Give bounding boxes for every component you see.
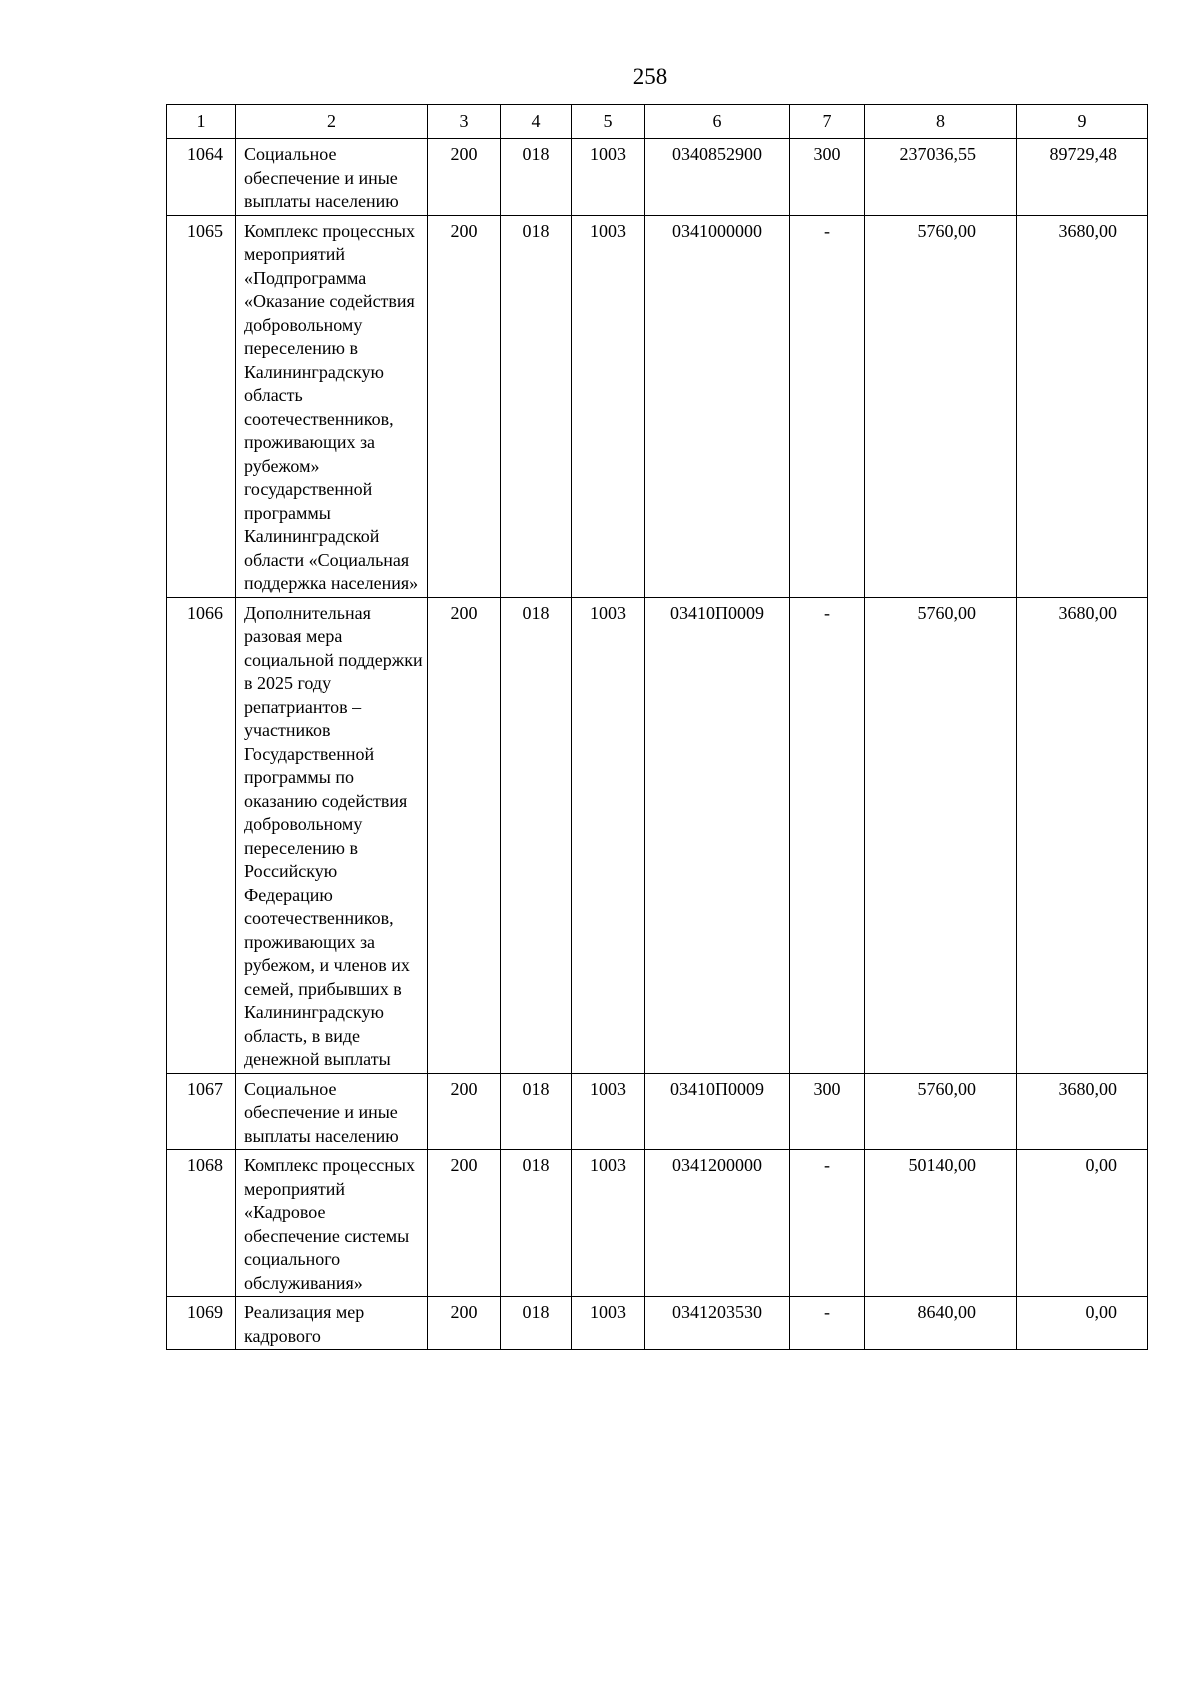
header-cell-3: 3 [428, 105, 501, 139]
row-col4-cell: 018 [501, 215, 572, 597]
row-name-cell: Реализация мер кадрового [236, 1297, 428, 1350]
row-col9-cell: 0,00 [1017, 1150, 1148, 1297]
row-col8-cell: 5760,00 [865, 597, 1017, 1073]
row-col4-cell: 018 [501, 1073, 572, 1150]
row-name-cell: Дополнительная разовая мера социальной поддержки в 2025 году репатриантов – участников Государственной программы по оказанию содействия добровольному переселению в Российскую Федерацию соотечественников, проживающих за рубежом, и членов их семей, прибывших в Калининградскую область, в виде денежной выплаты [236, 597, 428, 1073]
row-col7-cell: - [790, 215, 865, 597]
row-col7-cell: - [790, 1297, 865, 1350]
row-name-cell: Социальное обеспечение и иные выплаты населению [236, 1073, 428, 1150]
row-col4-cell: 018 [501, 1297, 572, 1350]
row-col7-cell: - [790, 597, 865, 1073]
header-cell-4: 4 [501, 105, 572, 139]
header-cell-9: 9 [1017, 105, 1148, 139]
row-col9-cell: 0,00 [1017, 1297, 1148, 1350]
row-col5-cell: 1003 [572, 139, 645, 216]
row-col4-cell: 018 [501, 597, 572, 1073]
page-number: 258 [632, 64, 668, 89]
row-col6-cell: 0341000000 [645, 215, 790, 597]
row-col3-cell: 200 [428, 1150, 501, 1297]
table-row [167, 139, 1148, 216]
row-col3-cell: 200 [428, 1073, 501, 1150]
row-col6-cell: 0340852900 [645, 139, 790, 216]
row-col6-cell: 0341203530 [645, 1297, 790, 1350]
row-col6-cell: 03410П0009 [645, 1073, 790, 1150]
row-col9-cell: 3680,00 [1017, 215, 1148, 597]
row-col5-cell: 1003 [572, 1150, 645, 1297]
row-col9-cell: 89729,48 [1017, 139, 1148, 216]
table-row [167, 215, 1148, 597]
row-col7-cell: 300 [790, 1073, 865, 1150]
row-col4-cell: 018 [501, 139, 572, 216]
row-name-cell: Комплекс процессных мероприятий «Кадровое обеспечение системы социального обслуживания» [236, 1150, 428, 1297]
row-col8-cell: 8640,00 [865, 1297, 1017, 1350]
header-cell-2: 2 [236, 105, 428, 139]
header-cell-7: 7 [790, 105, 865, 139]
table-row [167, 1150, 1148, 1297]
table-header [167, 105, 1148, 139]
row-col3-cell: 200 [428, 597, 501, 1073]
row-col6-cell: 03410П0009 [645, 597, 790, 1073]
header-cell-6: 6 [645, 105, 790, 139]
row-col9-cell: 3680,00 [1017, 1073, 1148, 1150]
row-number-cell: 1066 [167, 597, 236, 1073]
table-row [167, 1297, 1148, 1350]
row-col5-cell: 1003 [572, 1297, 645, 1350]
row-name-cell: Комплекс процессных мероприятий «Подпрограмма «Оказание содействия добровольному переселению в Калининградскую область соотечественников, проживающих за рубежом» государственной программы Калининградской области «Социальная поддержка населения» [236, 215, 428, 597]
header-cell-1: 1 [167, 105, 236, 139]
table-row [167, 1073, 1148, 1150]
header-cell-5: 5 [572, 105, 645, 139]
table-row [167, 597, 1148, 1073]
budget-table [166, 104, 1148, 1350]
row-number-cell: 1069 [167, 1297, 236, 1350]
row-col4-cell: 018 [501, 1150, 572, 1297]
row-col8-cell: 5760,00 [865, 215, 1017, 597]
row-col7-cell: 300 [790, 139, 865, 216]
row-col8-cell: 50140,00 [865, 1150, 1017, 1297]
table-body [167, 139, 1148, 1350]
row-col9-cell: 3680,00 [1017, 597, 1148, 1073]
row-col3-cell: 200 [428, 215, 501, 597]
row-number-cell: 1064 [167, 139, 236, 216]
row-number-cell: 1067 [167, 1073, 236, 1150]
row-col8-cell: 237036,55 [865, 139, 1017, 216]
row-col7-cell: - [790, 1150, 865, 1297]
row-col5-cell: 1003 [572, 215, 645, 597]
row-number-cell: 1065 [167, 215, 236, 597]
row-col6-cell: 0341200000 [645, 1150, 790, 1297]
header-row [167, 105, 1148, 139]
row-number-cell: 1068 [167, 1150, 236, 1297]
row-col5-cell: 1003 [572, 1073, 645, 1150]
row-col5-cell: 1003 [572, 597, 645, 1073]
row-col8-cell: 5760,00 [865, 1073, 1017, 1150]
page-number-wrapper [0, 64, 1200, 90]
row-col3-cell: 200 [428, 139, 501, 216]
row-name-cell: Социальное обеспечение и иные выплаты населению [236, 139, 428, 216]
row-col3-cell: 200 [428, 1297, 501, 1350]
header-cell-8: 8 [865, 105, 1017, 139]
